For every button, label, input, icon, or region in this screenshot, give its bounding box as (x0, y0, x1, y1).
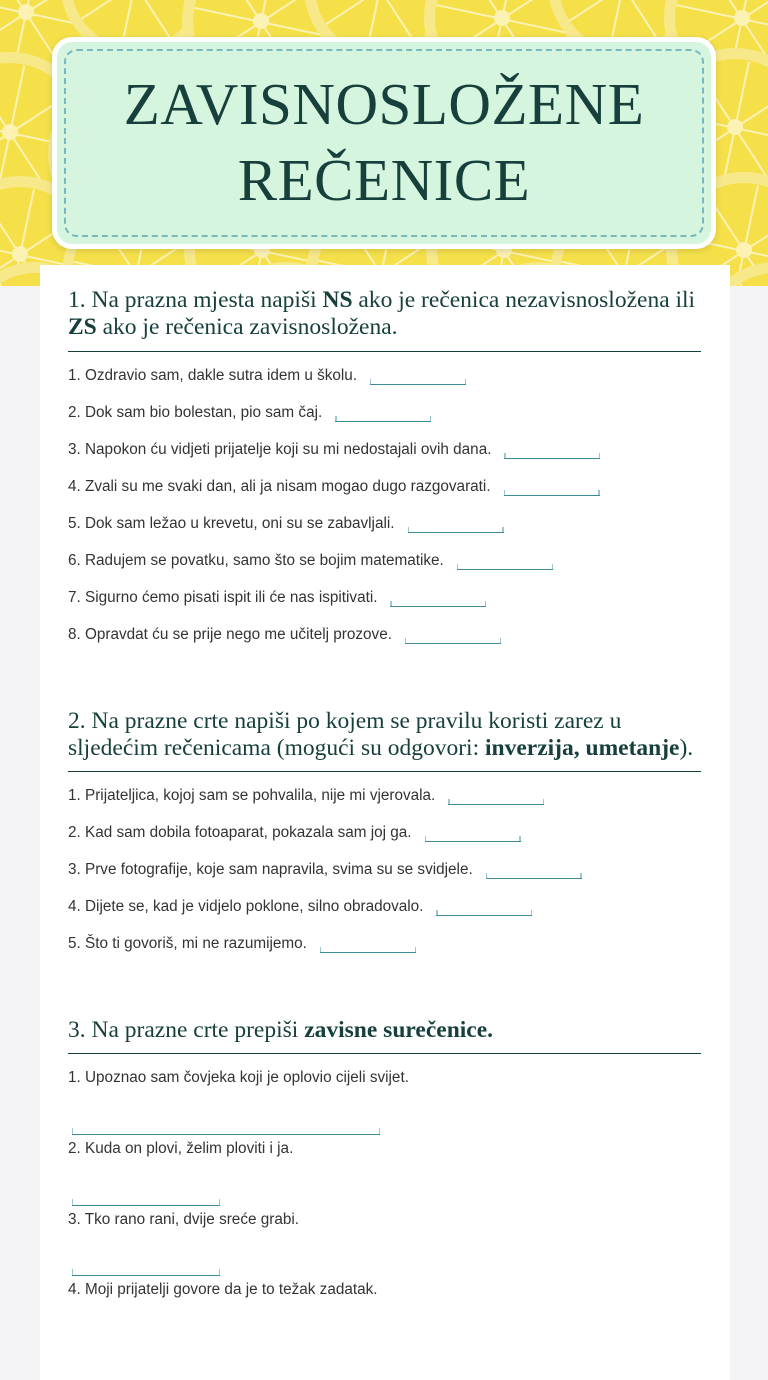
heading-text: 3. Na prazne crte prepiši (68, 1017, 305, 1043)
worksheet-section-1 (68, 287, 702, 646)
lemon-pattern-banner (0, 0, 768, 286)
question-item (68, 366, 702, 387)
question-text: 5. Dok sam ležao u krevetu, oni su se zabavljali. (68, 514, 395, 532)
answer-blank[interactable] (436, 897, 532, 916)
answer-blank[interactable] (486, 860, 582, 879)
question-text: 1. Prijateljica, kojoj sam se pohvalila, nije mi vjerovala. (68, 787, 436, 805)
question-item (68, 1210, 702, 1231)
lemon-core (494, 10, 510, 26)
answer-blank[interactable] (370, 366, 466, 385)
section-spacer (68, 971, 702, 1017)
question-item (68, 440, 702, 461)
question-text: 1. Upoznao sam čovjeka koji je oplovio cijeli svijet. (68, 1069, 409, 1087)
question-text: 7. Sigurno ćemo pisati ispit ili će nas ispitivati. (68, 588, 378, 606)
answer-line[interactable] (72, 1176, 220, 1206)
question-item (68, 514, 702, 535)
section-divider (68, 771, 701, 772)
worksheet-section-3 (68, 1017, 702, 1301)
question-item (68, 934, 702, 955)
question-text: 3. Prve fotografije, koje sam napravila, svima su se svidjele. (68, 861, 473, 879)
lemon-segment-divider (0, 283, 36, 286)
question-text: 4. Dijete se, kad je vidjelo poklone, silno obradovalo. (68, 898, 424, 916)
heading-emphasis: inverzija, umetanje (485, 734, 680, 761)
question-text: 4. Zvali su me svaki dan, ali ja nisam mogao dugo razgovarati. (68, 477, 491, 495)
section-divider (68, 351, 701, 352)
answer-blank[interactable] (408, 514, 504, 533)
answer-blank[interactable] (504, 477, 600, 496)
lemon-core (18, 4, 34, 20)
lemon-segment-divider (134, 0, 171, 39)
lemon-segment-divider (739, 283, 768, 286)
answer-line[interactable] (72, 1246, 220, 1276)
question-text: 8. Opravdat ću se prije nego me učitelj prozove. (68, 625, 392, 643)
heading-emphasis: zavisne surečenice. (304, 1017, 494, 1043)
heading-text: 1. Na prazna mjesta napiši (68, 287, 323, 313)
lemon-core (2, 124, 19, 141)
answer-blank[interactable] (390, 588, 486, 607)
question-text: 2. Kad sam dobila fotoaparat, pokazala sam joj ga. (68, 824, 412, 842)
section-2-heading (68, 708, 702, 763)
question-text: 4. Moji prijatelji govore da je to težak zadatak. (68, 1281, 378, 1299)
lemon-core (253, 13, 269, 29)
sections-container (68, 287, 702, 1301)
worksheet-section-2 (68, 708, 702, 956)
question-text: 1. Ozdravio sam, dakle sutra idem u školu. (68, 366, 358, 384)
question-item (68, 1139, 702, 1160)
lemon-core (12, 246, 28, 262)
page-title: ZAVISNOSLOŽENE REČENICE (123, 71, 645, 213)
question-text: 3. Tko rano rani, dvije sreće grabi. (68, 1210, 299, 1228)
lemon-core (734, 10, 750, 26)
heading-text: ). (679, 734, 694, 761)
answer-blank[interactable] (457, 551, 553, 570)
heading-text: 2. Na prazne crte napiši po kojem se pravilu koristi zarez u sljedećim rečenicama (mogući su odgovori: (68, 707, 622, 761)
question-text: 2. Kuda on plovi, želim ploviti i ja. (68, 1139, 294, 1157)
question-item (68, 625, 702, 646)
heading-text: ako je rečenica nezavisnosložena ili (352, 287, 696, 313)
section-divider (68, 1053, 701, 1054)
answer-blank[interactable] (425, 823, 521, 842)
question-item (68, 823, 702, 844)
question-item (68, 588, 702, 609)
worksheet-sheet (40, 265, 730, 1380)
lemon-segment-divider (622, 0, 659, 41)
section-1-heading (68, 287, 702, 342)
question-item (68, 551, 702, 572)
question-item (68, 1068, 702, 1089)
heading-text: ako je rečenica zavisnosložena. (96, 314, 398, 341)
answer-blank[interactable] (504, 440, 600, 459)
question-item (68, 897, 702, 918)
question-item (68, 1280, 702, 1301)
question-item (68, 860, 702, 881)
question-item (68, 786, 702, 807)
answer-line[interactable] (72, 1105, 380, 1135)
lemon-core (736, 242, 752, 258)
question-text: 3. Napokon ću vidjeti prijatelje koji su mi nedostajali ovih dana. (68, 440, 492, 458)
section-3-heading (68, 1017, 702, 1044)
answer-blank[interactable] (335, 403, 431, 422)
question-item (68, 477, 702, 498)
answer-blank[interactable] (320, 934, 416, 953)
title-card (52, 37, 716, 249)
answer-blank[interactable] (405, 625, 501, 644)
question-text: 6. Radujem se povatku, samo što se bojim matematike. (68, 551, 444, 569)
question-item (68, 403, 702, 424)
question-text: 5. Što ti govoriš, mi ne razumijemo. (68, 935, 307, 953)
section-spacer (68, 662, 702, 708)
heading-emphasis: ZS (68, 314, 97, 341)
heading-emphasis: NS (322, 287, 353, 313)
lemon-core (727, 119, 743, 135)
answer-blank[interactable] (448, 786, 544, 805)
question-text: 2. Dok sam bio bolestan, pio sam čaj. (68, 403, 323, 421)
